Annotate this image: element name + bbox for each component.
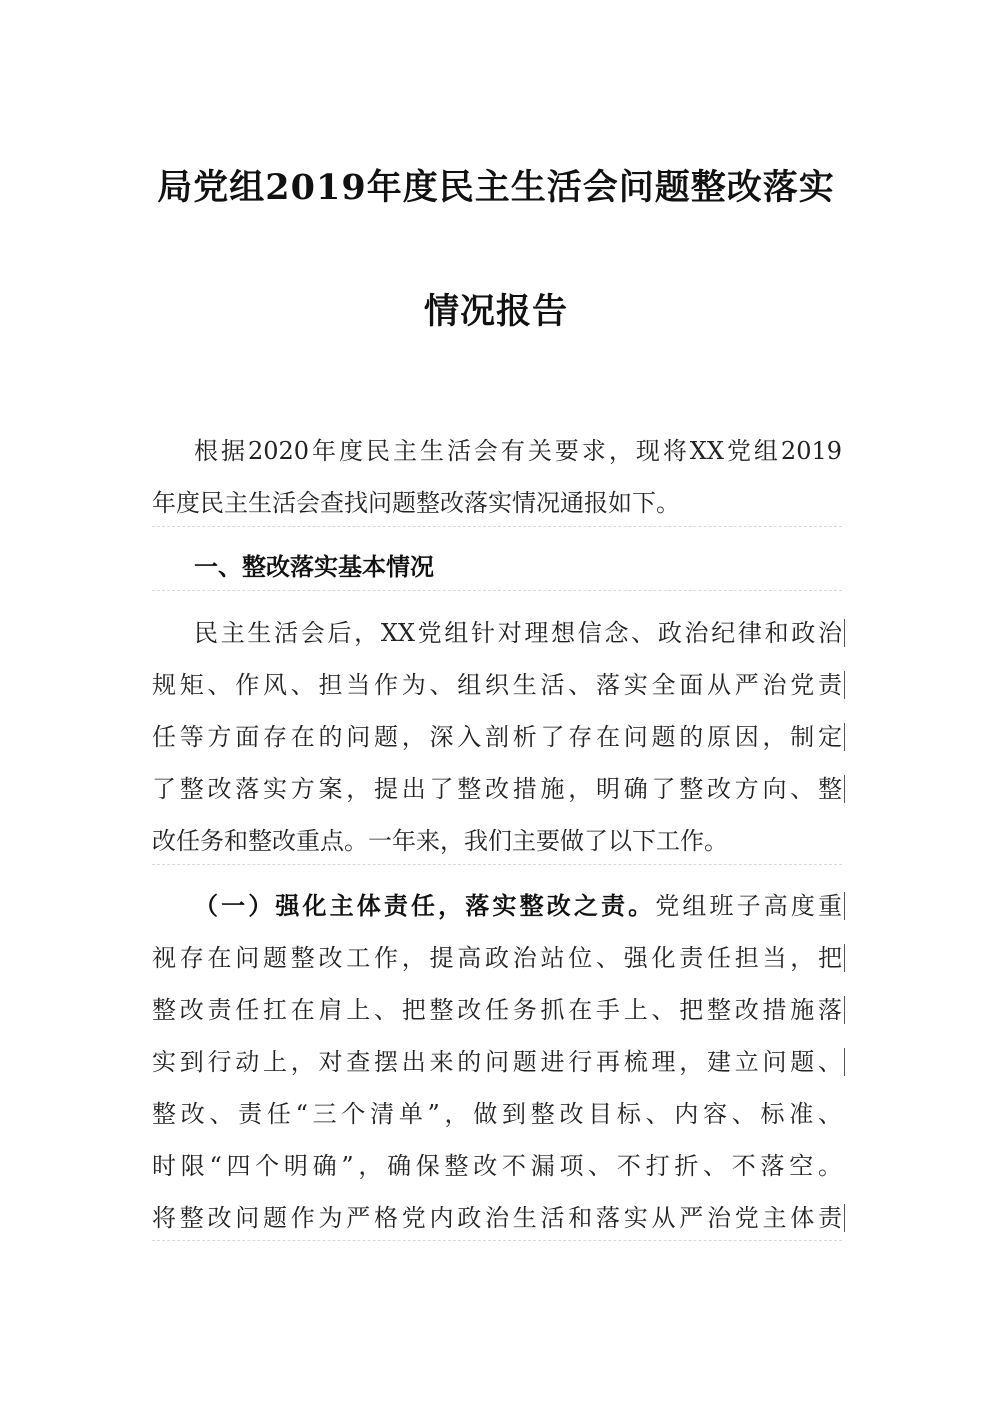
intro-line: 年度民主生活会查找问题整改落实情况通报如下。 (152, 489, 680, 517)
paragraph-line: 任等方面存在的问题，深入剖析了存在问题的原因，制定 (152, 723, 842, 751)
margin-mark (844, 892, 845, 920)
paragraph-line: 实到行动上，对查摆出来的问题进行再梳理，建立问题、 (152, 1048, 842, 1076)
text-boundary-rule (152, 864, 842, 865)
subsection1-paragraph (152, 880, 842, 1244)
paragraph-line: 视存在问题整改工作，提高政治站位、强化责任担当，把 (152, 944, 842, 972)
margin-mark (844, 775, 845, 803)
document-title-line-2: 情况报告 (423, 291, 568, 332)
paragraph-line: 民主生活会后，XX党组针对理想信念、政治纪律和政治 (194, 619, 842, 647)
section-heading: 一、整改落实基本情况 (194, 553, 434, 581)
paragraph-line: （一）强化主体责任，落实整改之责。党组班子高度重 (194, 892, 842, 920)
paragraph-line: 规矩、作风、担当作为、组织生活、落实全面从严治党责 (152, 671, 842, 699)
intro-paragraph (152, 425, 842, 529)
margin-mark (844, 619, 845, 647)
margin-mark (844, 1204, 845, 1232)
paragraph-line: 时限“四个明确”，确保整改不漏项、不打折、不落空。 (152, 1152, 842, 1180)
intro-line: 根据2020年度民主生活会有关要求，现将XX党组2019 (194, 437, 842, 465)
margin-mark (844, 1048, 845, 1076)
margin-mark (844, 723, 845, 751)
text-boundary-rule (152, 590, 842, 591)
paragraph-line: 将整改问题作为严格党内政治生活和落实从严治党主体责 (152, 1204, 842, 1232)
subsection-lead-in: （一）强化主体责任，落实整改之责。 (194, 892, 656, 920)
paragraph-line: 改任务和整改重点。一年来，我们主要做了以下工作。 (152, 827, 728, 855)
text-boundary-rule (152, 526, 842, 527)
paragraph-line: 整改责任扛在肩上、把整改任务抓在手上、把整改措施落 (152, 996, 842, 1024)
margin-mark (844, 671, 845, 699)
document-title-line-1: 局党组2019年度民主生活会问题整改落实 (157, 167, 835, 208)
margin-mark (844, 996, 845, 1024)
section1-paragraph (152, 607, 842, 867)
text-boundary-rule (152, 1240, 842, 1241)
paragraph-line: 了整改落实方案，提出了整改措施，明确了整改方向、整 (152, 775, 842, 803)
margin-mark (844, 944, 845, 972)
paragraph-line: 整改、责任“三个清单”，做到整改目标、内容、标准、 (152, 1100, 842, 1128)
